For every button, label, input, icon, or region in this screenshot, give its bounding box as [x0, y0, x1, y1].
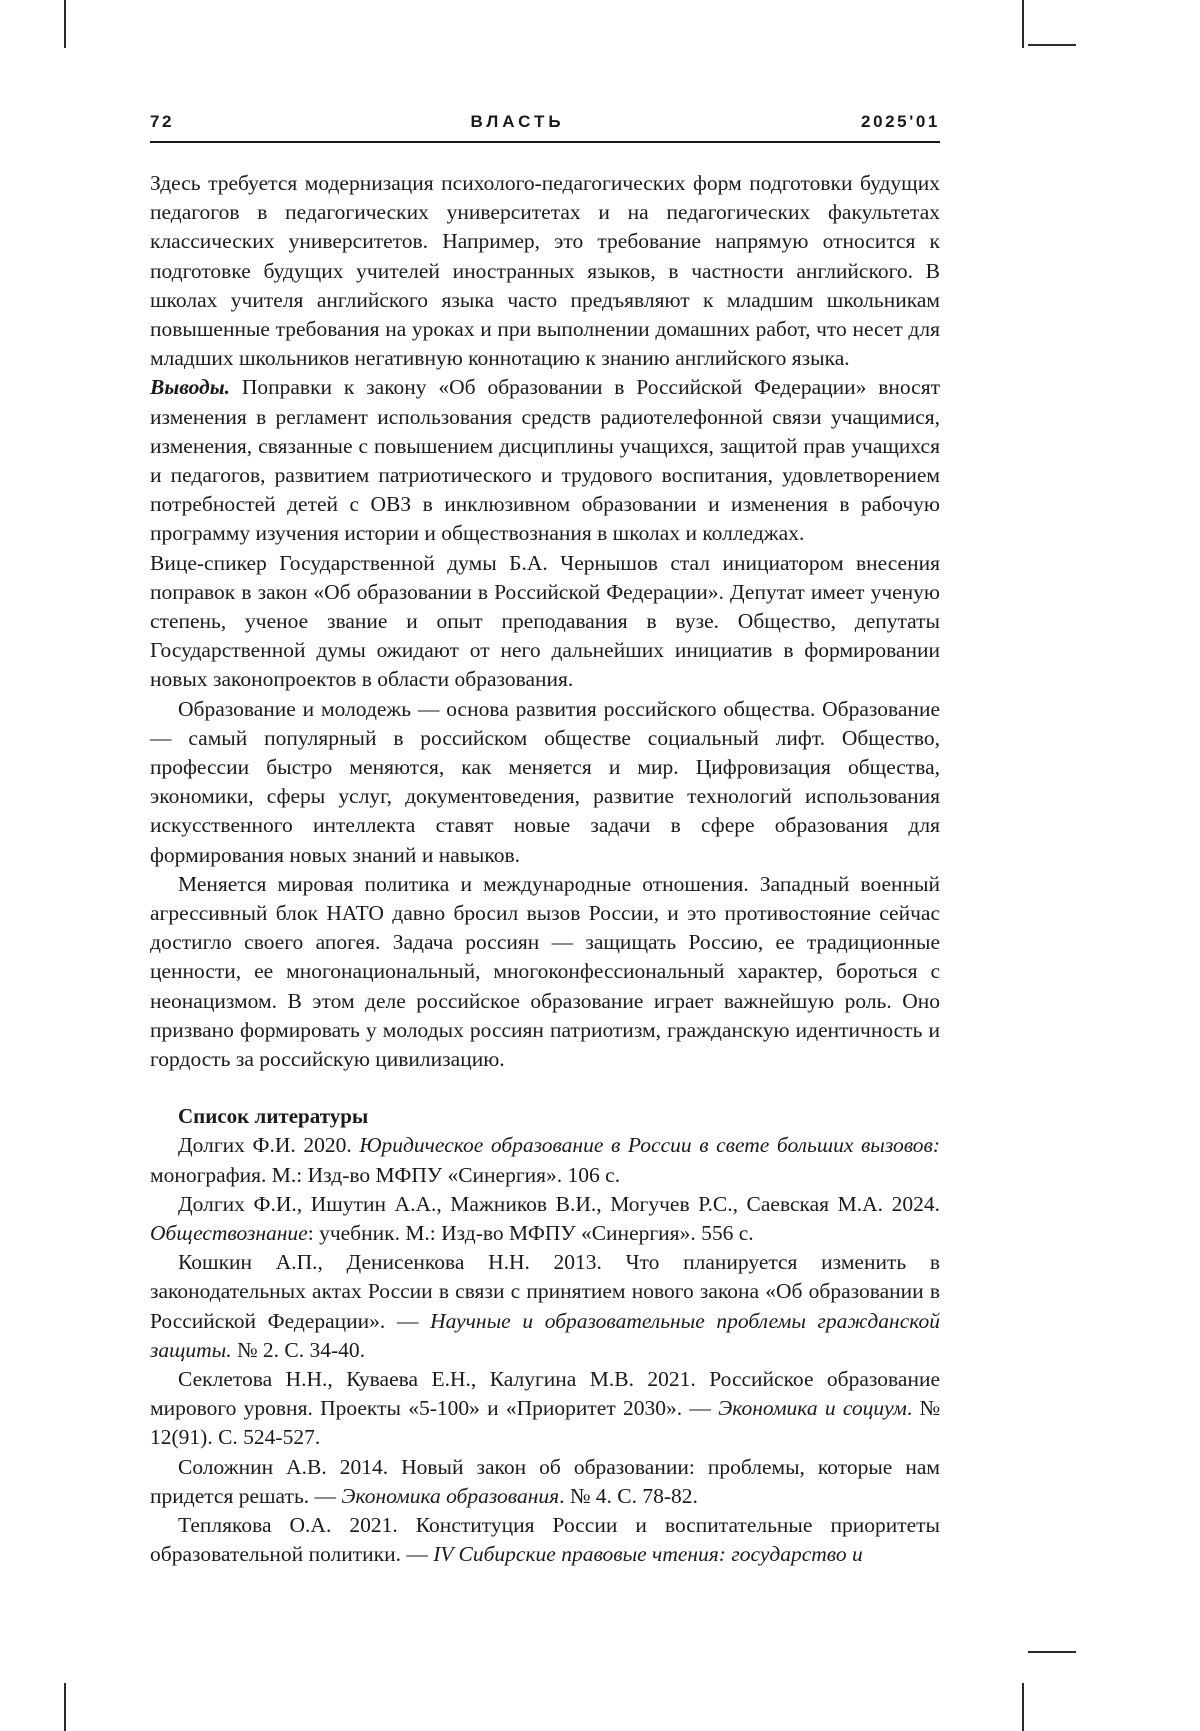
- reference-item: [150, 1453, 940, 1511]
- conclusions-lead: Выводы.: [150, 375, 231, 400]
- journal-title: ВЛАСТЬ: [470, 112, 565, 131]
- running-head: [150, 112, 940, 143]
- crop-mark-bottom-edge: [1028, 1651, 1076, 1653]
- paragraph-1: Здесь требуется модернизация психолого-педагогических форм подготовки будущих педагогов в педагогических университетах и на педагогических факультетах классических университетов. Например, это требование напрямую относится к подготовке будущих учителей иностранных языков, в частности английского. В школах учителя английского языка часто предъявляют к младшим школьникам повышенные требования на уроках и при выполнении домашних работ, что несет для младших школьников негативную коннотацию к знанию английского языка.: [150, 171, 940, 371]
- reference-pre: Соложнин А.В. 2014. Новый закон об образовании: проблемы, которые нам придется решать. —: [150, 1454, 940, 1508]
- reference-item: [150, 1248, 940, 1365]
- crop-mark-top-edge: [1028, 44, 1076, 46]
- reference-pre: Долгих Ф.И., Ишутин А.А., Мажников В.И., Могучев Р.С., Саевская М.А. 2024.: [178, 1191, 940, 1216]
- paragraph-3: Вице-спикер Государственной думы Б.А. Чернышов стал инициатором внесения поправок в закон «Об образовании в Российской Федерации». Депутат имеет ученую степень, ученое звание и опыт преподавания в вузе. Общество, депутаты Государственной думы ожидают от него дальнейших инициатив в формировании новых законопроектов в области образования.: [150, 550, 940, 692]
- reference-item: [150, 1190, 940, 1248]
- reference-title: IV Сибирские правовые чтения: государство и: [433, 1542, 863, 1567]
- crop-mark-bottom-left: [64, 1683, 66, 1731]
- reference-post: . № 12(91). С. 524-527.: [150, 1396, 940, 1450]
- references-heading: Список литературы: [178, 1104, 369, 1129]
- page-content: [150, 112, 940, 1569]
- reference-title: Научные и образовательные проблемы гражданской защиты.: [150, 1308, 940, 1362]
- page-number: 72: [150, 112, 175, 131]
- crop-mark-top-left: [64, 0, 66, 48]
- reference-pre: Секлетова Н.Н., Куваева Е.Н., Калугина М.В. 2021. Российское образование мирового уровня. Проекты «5-100» и «Приоритет 2030». —: [150, 1366, 940, 1421]
- reference-item: [150, 1511, 940, 1569]
- reference-title: Экономика образования: [341, 1483, 560, 1508]
- reference-pre: Долгих Ф.И. 2020.: [178, 1133, 360, 1158]
- reference-pre: Кошкин А.П., Денисенкова Н.Н. 2013. Что планируется изменить в законодательных актах России в связи с принятием нового закона «Об образовании в Российской Федерации». —: [150, 1250, 940, 1333]
- paragraph-2: [150, 373, 940, 548]
- reference-post: . № 4. С. 78-82.: [559, 1483, 698, 1508]
- issue-label: 2025'01: [861, 112, 940, 131]
- reference-post: № 2. С. 34-40.: [231, 1337, 365, 1362]
- crop-mark-bottom-right: [1022, 1683, 1024, 1731]
- reference-item: [150, 1365, 940, 1453]
- paragraph-2-text: Поправки к закону «Об образовании в Российской Федерации» вносят изменения в регламент использования средств радиотелефонной связи учащимися, изменения, связанные с повышением дисциплины учащихся, защитой прав учащихся и педагогов, развитием патриотического и трудового воспитания, удовлетворением потребностей детей с ОВЗ в инклюзивном образовании и изменения в рабочую программу изучения истории и обществознания в школах и колледжах.: [150, 375, 940, 546]
- reference-post: монография. М.: Изд-во МФПУ «Синергия». 106 с.: [150, 1162, 621, 1187]
- reference-title: Экономика и социум: [718, 1396, 907, 1421]
- crop-mark-top-right: [1022, 0, 1024, 48]
- reference-item: [150, 1131, 940, 1189]
- reference-title: Юридическое образование в России в свете больших вызовов:: [359, 1133, 940, 1158]
- reference-post: : учебник. М.: Изд-во МФПУ «Синергия». 556 с.: [307, 1220, 754, 1245]
- paragraph-4: Образование и молодежь — основа развития российского общества. Образование — самый популярный в российском обществе социальный лифт. Общество, профессии быстро меняются, как меняется и мир. Цифровизация общества, экономики, сферы услуг, документоведения, развитие технологий использования искусственного интеллекта ставят новые задачи в сфере образования для формирования новых знаний и навыков.: [150, 696, 940, 867]
- reference-pre: Теплякова О.А. 2021. Конституция России и воспитательные приоритеты образовательной политики. —: [150, 1512, 940, 1567]
- reference-title: Обществознание: [150, 1220, 308, 1245]
- paragraph-5: Меняется мировая политика и международные отношения. Западный военный агрессивный блок НАТО давно бросил вызов России, и это противостояние сейчас достигло своего апогея. Задача россиян — защищать Россию, ее традиционные ценности, ее многонациональный, многоконфессиональный характер, бороться с неонацизмом. В этом деле российское образование играет важнейшую роль. Оно призвано формировать у молодых россиян патриотизм, гражданскую идентичность и гордость за российскую цивилизацию.: [150, 871, 940, 1072]
